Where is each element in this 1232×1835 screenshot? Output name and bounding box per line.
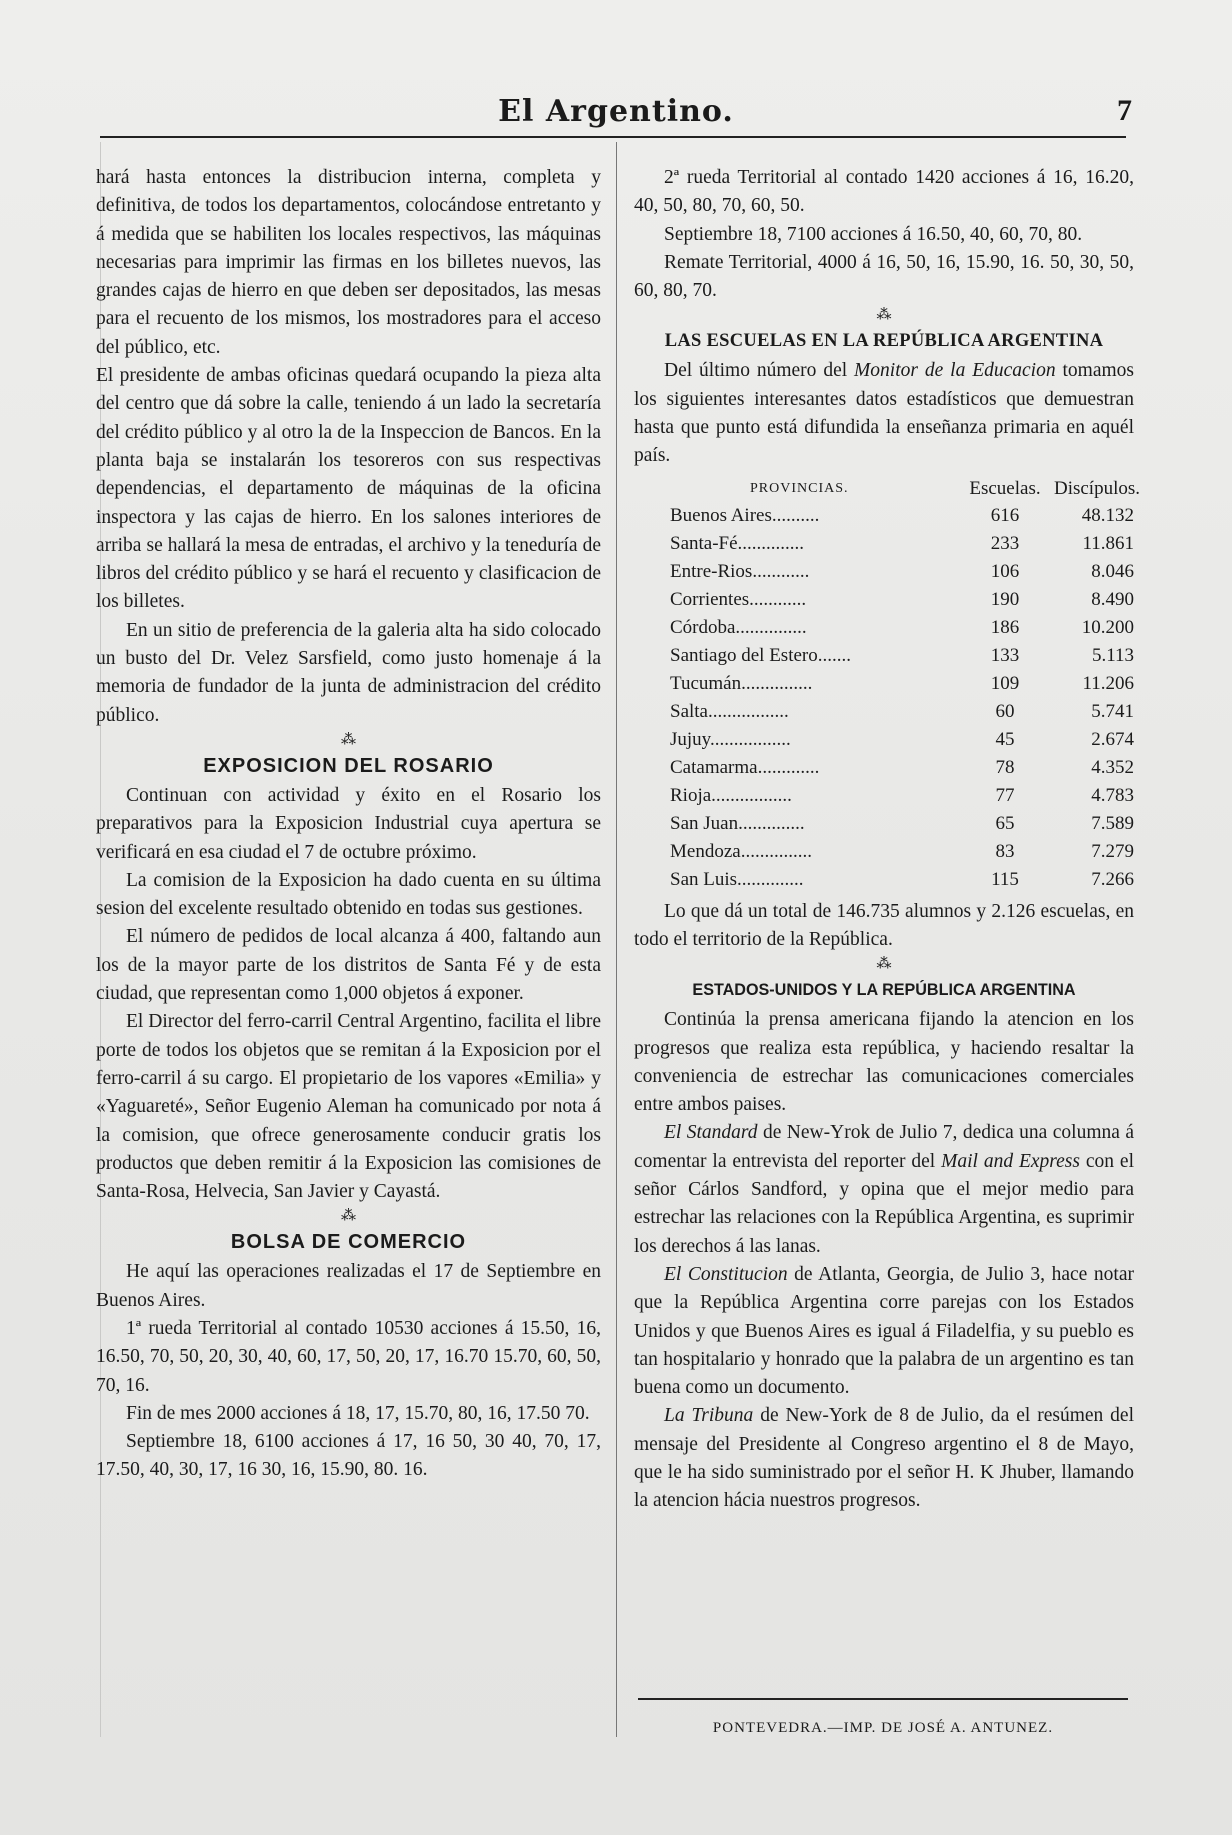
- footer-rule: [638, 1698, 1128, 1700]
- schools-count: 115: [991, 868, 1019, 890]
- table-row: [670, 670, 1144, 698]
- table-row: [670, 530, 1144, 558]
- paragraph: Septiembre 18, 6100 acciones á 17, 16 50, 30 40, 70, 17, 17.50, 40, 30, 17, 16 30, 16, 15.90, 80. 16.: [96, 1431, 601, 1481]
- pupils-count: 2.674: [1091, 728, 1134, 750]
- pupils-count: 10.200: [1081, 616, 1134, 638]
- paragraph: La comision de la Exposicion ha dado cuenta en su última sesion del excelente resultado obtenido en todas sus gestiones.: [96, 869, 601, 920]
- table-header-row: [670, 475, 1144, 502]
- column-header: PROVINCIAS.: [750, 480, 849, 496]
- paragraph: El Standard de New-Yrok de Julio 7, dedica una columna á comentar la entrevista del reporter del Mail and Express con el señor Cárlos Sandford, y opina que el mejor medio para estrechar las relaciones con la República Argentina, es suprimir los derechos á las lanas.: [634, 1122, 1134, 1257]
- paragraph: La Tribuna de New-York de 8 de Julio, da el resúmen del mensaje del Presidente al Congreso argentino el 8 de Mayo, que le ha sido suministrado por el señor H. K Jhuber, llamando la atencion hácia nuestros progresos.: [634, 1405, 1135, 1512]
- column-header: Escuelas.: [969, 477, 1041, 499]
- pupils-count: 8.046: [1091, 560, 1134, 582]
- table-row: [670, 586, 1144, 614]
- paragraph: Continúa la prensa americana fijando la atencion en los progresos que realiza esta república, y haciendo resaltar la conveniencia de estrechar las comunicaciones comerciales entre ambos paises.: [634, 1009, 1134, 1116]
- publication-name: La Tribuna: [664, 1405, 754, 1427]
- heading-escuelas: LAS ESCUELAS EN LA REPÚBLICA ARGENTINA: [664, 331, 1104, 352]
- province-name: San Luis..............: [670, 868, 804, 890]
- publication-name: El Constitucion: [664, 1263, 788, 1285]
- table-row: [670, 782, 1144, 810]
- province-name: San Juan..............: [670, 812, 805, 834]
- pupils-count: 5.113: [1091, 644, 1134, 666]
- publication-name: Mail and Express: [941, 1150, 1080, 1172]
- header-rule: [100, 136, 1126, 138]
- table-row: [670, 726, 1144, 754]
- section-separator: ⁂: [341, 731, 356, 748]
- province-name: Santa-Fé..............: [670, 532, 805, 554]
- province-name: Santiago del Estero.......: [670, 644, 851, 666]
- masthead: [100, 90, 1132, 136]
- province-name: Jujuy.................: [670, 728, 791, 750]
- province-name: Buenos Aires..........: [670, 504, 820, 526]
- schools-count: 616: [990, 504, 1020, 526]
- table-row: [670, 558, 1144, 586]
- paragraph: En un sitio de preferencia de la galeria alta ha sido colocado un busto del Dr. Velez Sarsfield, como justo homenaje á la memoria de fundador de la junta de administracion del crédito público.: [96, 619, 601, 726]
- province-name: Tucumán...............: [670, 672, 813, 694]
- pupils-count: 4.783: [1091, 784, 1134, 806]
- publication-name: Monitor de la Educacion: [854, 360, 1056, 382]
- schools-count: 106: [990, 560, 1020, 582]
- schools-count: 60: [995, 700, 1015, 722]
- paragraph: Remate Territorial, 4000 á 16, 50, 16, 15.90, 16. 50, 30, 50, 60, 80, 70.: [634, 251, 1134, 302]
- publication-name: El Standard: [664, 1122, 758, 1144]
- schools-count: 45: [995, 728, 1015, 750]
- paragraph: He aquí las operaciones realizadas el 17 de Septiembre en Buenos Aires.: [96, 1261, 601, 1311]
- paragraph: 2ª rueda Territorial al contado 1420 acciones á 16, 16.20, 40, 50, 80, 70, 60, 50.: [634, 167, 1134, 217]
- heading-exposicion-rosario: EXPOSICION DEL ROSARIO: [203, 754, 494, 777]
- province-name: Córdoba...............: [670, 616, 807, 638]
- table-row: [670, 810, 1144, 838]
- pupils-count: 7.589: [1091, 812, 1134, 834]
- paragraph: El Constitucion de Atlanta, Georgia, de Julio 3, hace notar que la República Argentina corre parejas con los Estados Unidos y que Buenos Aires es igual á Filadelfia, y su pueblo es tan hospitalario y honrado que la palabra de un argentino es tan buena como un documento.: [634, 1263, 1134, 1399]
- paragraph: hará hasta entonces la distribucion interna, completa y definitiva, de todos los departamentos, colocándose entretanto y á medida que se habiliten los locales respectivos, las máquinas necesarias para imprimir las firmas en los billetes nuevos, las grandes cajas de hierro en que deben ser depositados, las mesas para el recuento de los mismos, los mostradores para el acceso del público, etc.: [96, 167, 601, 358]
- province-name: Corrientes............: [670, 588, 807, 610]
- table-row: [670, 698, 1144, 726]
- province-name: Rioja.................: [670, 784, 792, 806]
- pupils-count: 11.861: [1082, 532, 1134, 554]
- schools-count: 78: [995, 756, 1015, 778]
- pupils-count: 8.490: [1091, 588, 1134, 610]
- schools-count: 133: [990, 644, 1020, 666]
- table-body: [670, 502, 1144, 894]
- paragraph: El número de pedidos de local alcanza á 400, faltando aun los de la mayor parte de los distritos de Santa Fé y de esta ciudad, que representan como 1,000 objetos á exponer.: [96, 926, 601, 1005]
- paragraph: El presidente de ambas oficinas quedará ocupando la pieza alta del centro que dá sobre la calle, teniendo á un lado la secretaría del crédito público y al otro la de la Inspeccion de Bancos. En la planta baja se instalarán los tesoreros con sus respectivas dependencias, el departamento de máquinas de la oficina inspectora y las cajas de hierro. En los salones interiores de arriba se hallará la mesa de entradas, el archivo y la teneduría de libros del crédito público y se hará el recuento y clasificacion de los billetes.: [96, 365, 601, 613]
- heading-estados-unidos: ESTADOS-UNIDOS Y LA REPÚBLICA ARGENTINA: [692, 980, 1076, 1000]
- schools-count: 109: [990, 672, 1020, 694]
- column-divider: [616, 142, 617, 1737]
- table-row: [670, 642, 1144, 670]
- schools-count: 190: [990, 588, 1020, 610]
- printer-imprint: PONTEVEDRA.—IMP. DE JOSÉ A. ANTUNEZ.: [712, 1720, 1054, 1736]
- schools-count: 77: [995, 784, 1015, 806]
- column-header: Discípulos.: [1053, 477, 1141, 499]
- table-row: [670, 614, 1144, 642]
- section-separator: ⁂: [341, 1208, 356, 1225]
- province-name: Mendoza...............: [670, 840, 812, 862]
- right-column: [634, 164, 1141, 1516]
- pupils-count: 48.132: [1081, 504, 1134, 526]
- schools-count: 186: [990, 616, 1020, 638]
- province-name: Catamarma.............: [670, 756, 820, 778]
- paragraph: Del último número del Monitor de la Educacion tomamos los siguientes interesantes datos estadísticos que demuestran hasta que punto está difundida la enseñanza primaria en aquél país.: [634, 360, 1134, 467]
- schools-count: 65: [995, 812, 1015, 834]
- table-row: [670, 754, 1144, 782]
- section-separator: ⁂: [876, 956, 892, 973]
- newspaper-title: El Argentino.: [498, 94, 734, 129]
- paragraph: Continuan con actividad y éxito en el Rosario los preparativos para la Exposicion Industrial cuya apertura se verificará en esa ciudad el 7 de octubre próximo.: [96, 784, 601, 863]
- pupils-count: 11.206: [1082, 672, 1134, 694]
- paragraph: Septiembre 18, 7100 acciones á 16.50, 40, 60, 70, 80.: [664, 223, 1083, 245]
- province-name: Entre-Rios............: [670, 560, 810, 582]
- schools-count: 83: [995, 840, 1015, 862]
- page-number: 7: [1117, 94, 1132, 127]
- section-separator: ⁂: [876, 307, 892, 324]
- paragraph: Fin de mes 2000 acciones á 18, 17, 15.70, 80, 16, 17.50 70.: [126, 1402, 590, 1424]
- pupils-count: 7.279: [1091, 840, 1134, 862]
- left-column: [96, 164, 601, 1485]
- heading-bolsa-comercio: BOLSA DE COMERCIO: [230, 1231, 467, 1254]
- pupils-count: 7.266: [1091, 868, 1134, 890]
- paragraph: Lo que dá un total de 146.735 alumnos y 2.126 escuelas, en todo el territorio de la República.: [634, 900, 1134, 950]
- table-row: [670, 866, 1144, 894]
- pupils-count: 4.352: [1091, 756, 1134, 778]
- table-row: [670, 838, 1144, 866]
- schools-table: [670, 475, 1144, 894]
- pupils-count: 5.741: [1091, 700, 1134, 722]
- table-row: [670, 502, 1144, 530]
- paragraph: El Director del ferro-carril Central Argentino, facilita el libre porte de todos los objetos que se remitan á la Exposicion por el ferro-carril á su cargo. El propietario de los vapores «Emilia» y «Yaguareté», Señor Eugenio Aleman ha comunicado por nota á la comision, que ofrece generosamente conducir gratis los productos que deben remitir á la Exposicion las comisiones de Santa-Rosa, Helvecia, San Javier y Cayastá.: [96, 1011, 601, 1203]
- paragraph: 1ª rueda Territorial al contado 10530 acciones á 15.50, 16, 16.50, 70, 50, 20, 30, 40, 60, 17, 50, 20, 17, 16.70 15.70, 60, 50, 70, 16.: [96, 1317, 601, 1396]
- schools-count: 233: [990, 532, 1020, 554]
- province-name: Salta.................: [670, 700, 789, 722]
